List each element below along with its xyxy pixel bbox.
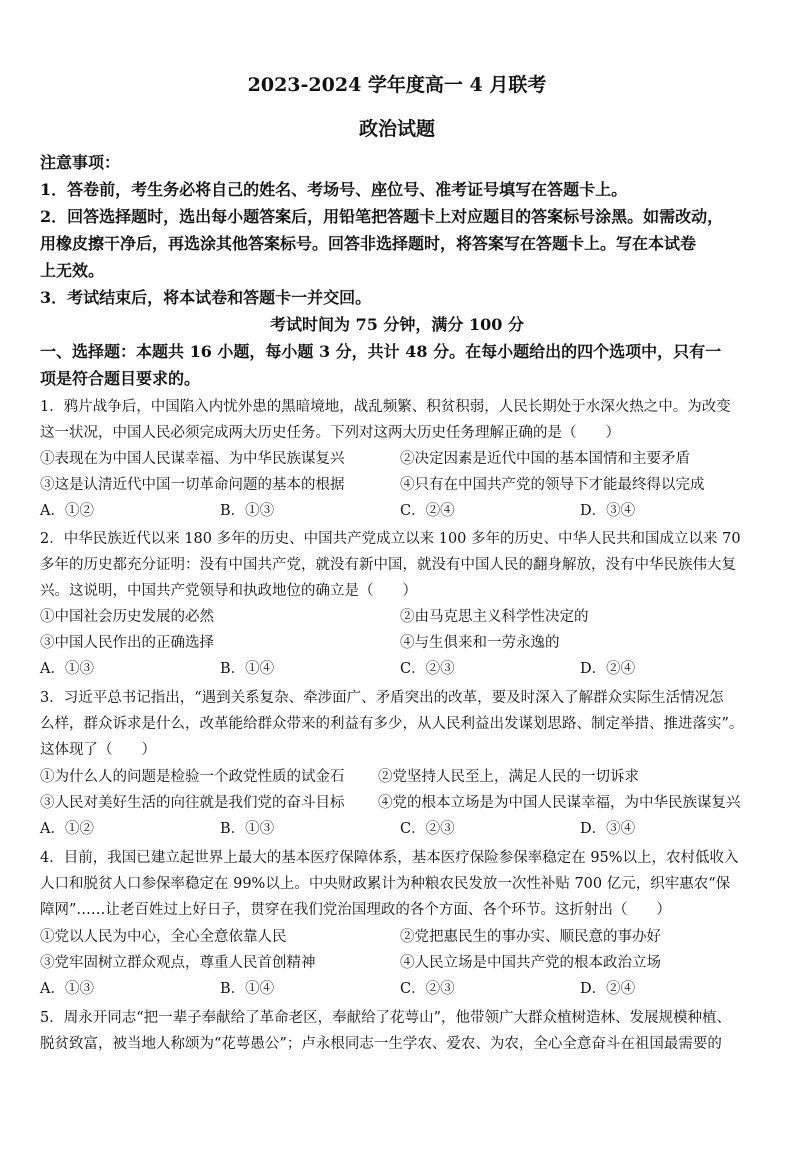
q5-stem-2: 脱贫致富，被当地人称颂为“花萼愚公”；卢永根同志一生学农、爱农、为农，全心全意奋斗在祖国最需要的	[40, 1036, 722, 1052]
q1-stem-2: 这一状况，中国人民必须完成两大历史任务。下列对这两大历史任务理解正确的是（ ）	[40, 425, 620, 441]
notice-heading: 注意事项：	[40, 153, 121, 172]
q2-option-1: ①中国社会历史发展的必然	[40, 609, 214, 625]
q4-option-1: ①党以人民为中心，全心全意依靠人民	[40, 929, 287, 945]
q1-option-3: ③这是认清近代中国一切革命问题的基本的根据	[40, 477, 345, 493]
notice-line-1: 1．答卷前，考生务必将自己的姓名、考场号、座位号、准考证号填写在答题卡上。	[40, 180, 628, 199]
q4-option-4: ④人民立场是中国共产党的根本政治立场	[400, 955, 661, 971]
exam-title: 2023-2024 学年度高一 4 月联考	[247, 74, 547, 96]
q3-choice-d: D．③④	[580, 821, 636, 837]
notice-line-2c: 上无效。	[40, 261, 105, 280]
q1-option-4: ④只有在中国共产党的领导下才能最终得以完成	[400, 477, 705, 493]
q2-choice-c: C．②③	[400, 661, 455, 677]
q4-choice-c: C．②③	[400, 981, 455, 997]
subject-title: 政治试题	[358, 118, 435, 140]
q4-option-3: ③党牢固树立群众观点，尊重人民首创精神	[40, 955, 316, 971]
q4-stem-3: 障网”……让老百姓过上好日子，贯穿在我们党治国理政的各个方面、各个环节。这折射出（ ）	[40, 902, 671, 918]
q4-option-2: ②党把惠民生的事办实、顺民意的事办好	[400, 929, 661, 945]
q3-option-4: ④党的根本立场是为中国人民谋幸福，为中华民族谋复兴	[378, 795, 741, 811]
q3-choice-b: B．①③	[220, 821, 275, 837]
q3-option-2: ②党坚持人民至上，满足人民的一切诉求	[378, 769, 639, 785]
q3-stem-2: 么样，群众诉求是什么，改革能给群众带来的利益有多少，从人民利益出发谋划思路、制定举措、推进落实”。	[40, 716, 744, 732]
q2-choice-b: B．①④	[220, 661, 275, 677]
notice-line-3: 3．考试结束后，将本试卷和答题卡一并交回。	[40, 288, 372, 307]
notice-line-2a: 2．回答选择题时，选出每小题答案后，用铅笔把答题卡上对应题目的答案标号涂黑。如需改动，	[40, 207, 724, 226]
section-heading-2: 项是符合题目要求的。	[40, 369, 201, 388]
q2-stem-3: 兴。这说明，中国共产党领导和执政地位的确立是（ ）	[40, 583, 417, 599]
q4-stem-2: 人口和脱贫人口参保率稳定在 99%以上。中央财政累计为种粮农民发放一次性补贴 700 亿元，织牢惠农“保	[40, 876, 731, 892]
q3-option-1: ①为什么人的问题是检验一个政党性质的试金石	[40, 769, 345, 785]
q5-stem-1: 5．周永开同志“把一辈子奉献给了革命老区，奉献给了花萼山”，他带领广大群众植树造林、发展规模种植、	[40, 1010, 732, 1026]
q2-choice-d: D．②④	[580, 661, 636, 677]
q3-option-3: ③人民对美好生活的向往就是我们党的奋斗目标	[40, 795, 345, 811]
exam-time: 考试时间为 75 分钟，满分 100 分	[270, 315, 524, 334]
q1-choice-a: A．①②	[40, 503, 94, 519]
q2-option-3: ③中国人民作出的正确选择	[40, 635, 214, 651]
q2-stem-2: 多年的历史都充分证明：没有中国共产党，就没有新中国，就没有中国人民的翻身解放，没有中华民族伟大复	[40, 557, 736, 573]
q3-stem-1: 3．习近平总书记指出，“遇到关系复杂、牵涉面广、矛盾突出的改革，要及时深入了解群众实际生活情况怎	[40, 690, 724, 706]
q1-option-1: ①表现在为中国人民谋幸福、为中华民族谋复兴	[40, 451, 345, 467]
q4-stem-1: 4．目前，我国已建立起世界上最大的基本医疗保障体系，基本医疗保险参保率稳定在 95%以上，农村低收入	[40, 850, 739, 866]
q1-choice-c: C．②④	[400, 503, 455, 519]
q1-choice-b: B．①③	[220, 503, 275, 519]
notice-line-2b: 用橡皮擦干净后，再选涂其他答案标号。回答非选择题时，将答案写在答题卡上。写在本试卷	[40, 234, 697, 253]
q3-stem-3: 这体现了（ ）	[40, 742, 156, 758]
q1-option-2: ②决定因素是近代中国的基本国情和主要矛盾	[400, 451, 690, 467]
section-heading-1: 一、选择题：本题共 16 小题，每小题 3 分，共计 48 分。在每小题给出的四个选项中，只有一	[40, 342, 722, 361]
q3-choice-a: A．①②	[40, 821, 94, 837]
q2-option-4: ④与生俱来和一劳永逸的	[400, 635, 560, 651]
q1-choice-d: D．③④	[580, 503, 636, 519]
q3-choice-c: C．②③	[400, 821, 455, 837]
q4-choice-a: A．①③	[40, 981, 94, 997]
q2-option-2: ②由马克思主义科学性决定的	[400, 609, 589, 625]
q2-choice-a: A．①③	[40, 661, 94, 677]
q1-stem-1: 1．鸦片战争后，中国陷入内忧外患的黑暗境地，战乱频繁、积贫积弱，人民长期处于水深火热之中。为改变	[40, 399, 731, 415]
q4-choice-b: B．①④	[220, 981, 275, 997]
q4-choice-d: D．②④	[580, 981, 636, 997]
q2-stem-1: 2．中华民族近代以来 180 多年的历史、中国共产党成立以来 100 多年的历史、中华人民共和国成立以来 70	[40, 531, 741, 547]
